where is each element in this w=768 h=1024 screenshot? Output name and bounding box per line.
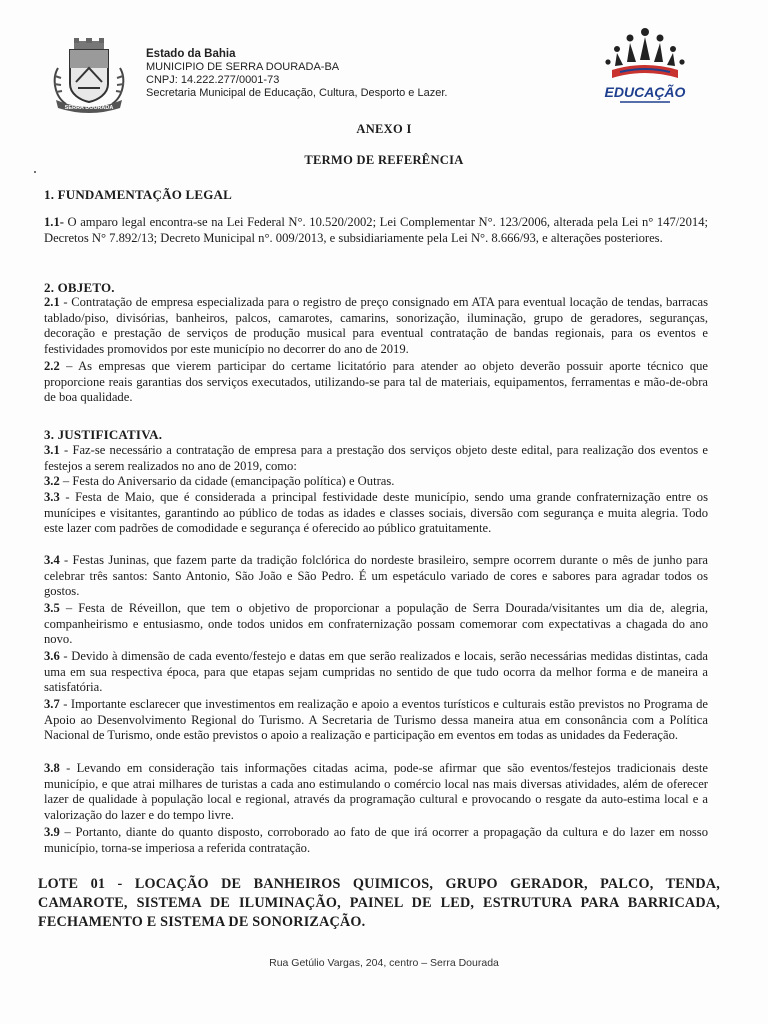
cnpj: CNPJ: 14.222.277/0001-73 [146, 74, 280, 86]
clause-3-6 [44, 649, 708, 696]
clause-3-7 [44, 697, 708, 744]
section-heading-fundamentacao: 1. FUNDAMENTAÇÃO LEGAL [44, 187, 232, 202]
section-heading-objeto: 2. OBJETO. [44, 280, 115, 295]
letterhead [146, 48, 447, 100]
clause-2-2 [44, 359, 708, 406]
clause-number: 3.1 [44, 443, 60, 457]
section-heading-justificativa: 3. JUSTIFICATIVA. [44, 427, 163, 442]
clause-text: - Faz-se necessário a contratação de empresa para a prestação dos serviços objeto deste edital, para realização dos eventos e festejos a serem realizados no ano de 2019, como: [44, 443, 708, 473]
clause-1-1 [44, 215, 708, 246]
clause-text: - Festas Juninas, que fazem parte da tradição folclórica do nordeste brasileiro, sempre ocorrem durante o mês de junho para celebrar três santos: Santo Antonio, São João e São Pedro. É um espetáculo variado de cores e sabores para agradar todos os gostos. [44, 553, 708, 599]
clause-3-3 [44, 490, 708, 537]
municipality-name: MUNICIPIO DE SERRA DOURADA-BA [146, 61, 340, 73]
clause-text: - Importante esclarecer que investimentos em realização e apoio a eventos turísticos e culturais estão previstos no Programa de Apoio ao Desenvolvimento Regional do Turismo. A Secretaria de Turismo dessa maneira atua em consonância com a Política Nacional de Turismo, onde estão previstos o apoio a realização e participação em eventos em todas as unidades da Federação. [44, 697, 708, 743]
municipal-crest-icon [50, 38, 128, 114]
education-logo-icon [600, 22, 690, 108]
clause-number: 3.7 [44, 697, 60, 711]
department-name: Secretaria Municipal de Educação, Cultura, Desporto e Lazer. [146, 87, 448, 99]
document-title: TERMO DE REFERÊNCIA [304, 153, 464, 167]
clause-number: 3.4 [44, 553, 60, 567]
clause-number: 2.1 [44, 295, 60, 309]
clause-3-1 [44, 443, 708, 474]
lote-heading: LOTE 01 - LOCAÇÃO DE BANHEIROS QUIMICOS, GRUPO GERADOR, PALCO, TENDA, CAMAROTE, SISTEMA DE ILUMINAÇÃO, PAINEL DE LED, ESTRUTURA PARA BARRICADA, FECHAMENTO E SISTEMA DE SONORIZAÇÃO. [38, 876, 720, 930]
clause-3-2 [44, 474, 708, 490]
state-name: Estado da Bahia [146, 48, 236, 60]
clause-number: 3.2 [44, 474, 60, 488]
clause-text: – As empresas que vierem participar do certame licitatório para atender ao objeto deverão possuir aporte técnico que proporcione reais garantias dos serviços executados, utilizando-se para tal de materiais, equipamentos, ferramentas e mão-de-obra de boa qualidade. [44, 359, 708, 405]
clause-text: O amparo legal encontra-se na Lei Federal N°. 10.520/2002; Lei Complementar N°. 123/2006, alterada pela Lei n° 147/2014; Decretos N° 7.892/13; Decreto Municipal n°. 009/2013, e subsidiariamente pela Lei N°. 8.666/93, e alterações posteriores. [44, 215, 708, 245]
clause-3-9 [44, 825, 708, 856]
clause-3-5 [44, 601, 708, 648]
clause-3-4 [44, 553, 708, 600]
clause-2-1 [44, 295, 708, 357]
crest-banner-text: SERRA DOURADA [64, 105, 114, 111]
clause-number: 3.5 [44, 601, 60, 615]
footer-address: Rua Getúlio Vargas, 204, centro – Serra Dourada [269, 957, 499, 969]
clause-number: 1.1- [44, 215, 64, 229]
scan-speck [34, 171, 36, 173]
clause-text: – Festa de Réveillon, que tem o objetivo de proporcionar a população de Serra Dourada/visitantes um dia de, alegria, companheirismo e entusiasmo, onde todos unidos em confraternização possam comemorar com expectativas a chagada do ano novo. [44, 601, 708, 647]
annex-title: ANEXO I [356, 122, 412, 136]
clause-number: 3.3 [44, 490, 60, 504]
clause-number: 3.8 [44, 761, 60, 775]
clause-text: - Festa de Maio, que é considerada a principal festividade deste município, sendo uma grande confraternização entre os munícipes e visitantes, garantindo ao público de todas as idades e classes sociais, diversão com segurança e muita alegria. Todo este lazer com padrões de comodidade e segurança é oferecido ao público gratuitamente. [44, 490, 708, 536]
clause-number: 3.9 [44, 825, 60, 839]
clause-text: - Devido à dimensão de cada evento/festejo e datas em que serão realizados e locais, serão necessárias medidas distintas, cada uma em sua respectiva época, para que etapas sejam cumpridas no sentido de que tudo ocorra da melhor forma e de maneira a satisfatória. [44, 649, 708, 695]
clause-3-8 [44, 761, 708, 823]
clause-text: – Portanto, diante do quanto disposto, corroborado ao fato de que irá ocorrer a propagação da cultura e do lazer em nosso município, torna-se imperiosa a referida contratação. [44, 825, 708, 855]
clause-number: 3.6 [44, 649, 60, 663]
clause-text: – Festa do Aniversario da cidade (emancipação política) e Outras. [59, 474, 395, 488]
clause-text: - Levando em consideração tais informações citadas acima, pode-se afirmar que são eventos/festejos tradicionais deste município, e que atrai milhares de turistas a cada ano estimulando o comércio local nas mais diversas atividades, além de oferecer lazer de qualidade à população local e regional, através da programação cultural e provocando o resgate da auto-estima local e a valorização do lazer e do tempo livre. [44, 761, 708, 822]
clause-number: 2.2 [44, 359, 60, 373]
clause-text: - Contratação de empresa especializada para o registro de preço consignado em ATA para eventual locação de tendas, barracas tablado/piso, divisórias, banheiros, palcos, camarotes, camarins, sonorização, iluminação, grupo de geradores, seguranças, decoração e prestação de serviços de produção musical para eventual contratação de bandas regionais, para os eventos e festividades promovidos por este município no decorrer do ano de 2019. [44, 295, 708, 356]
logo-wordmark: EDUCAÇÃO [604, 84, 686, 100]
